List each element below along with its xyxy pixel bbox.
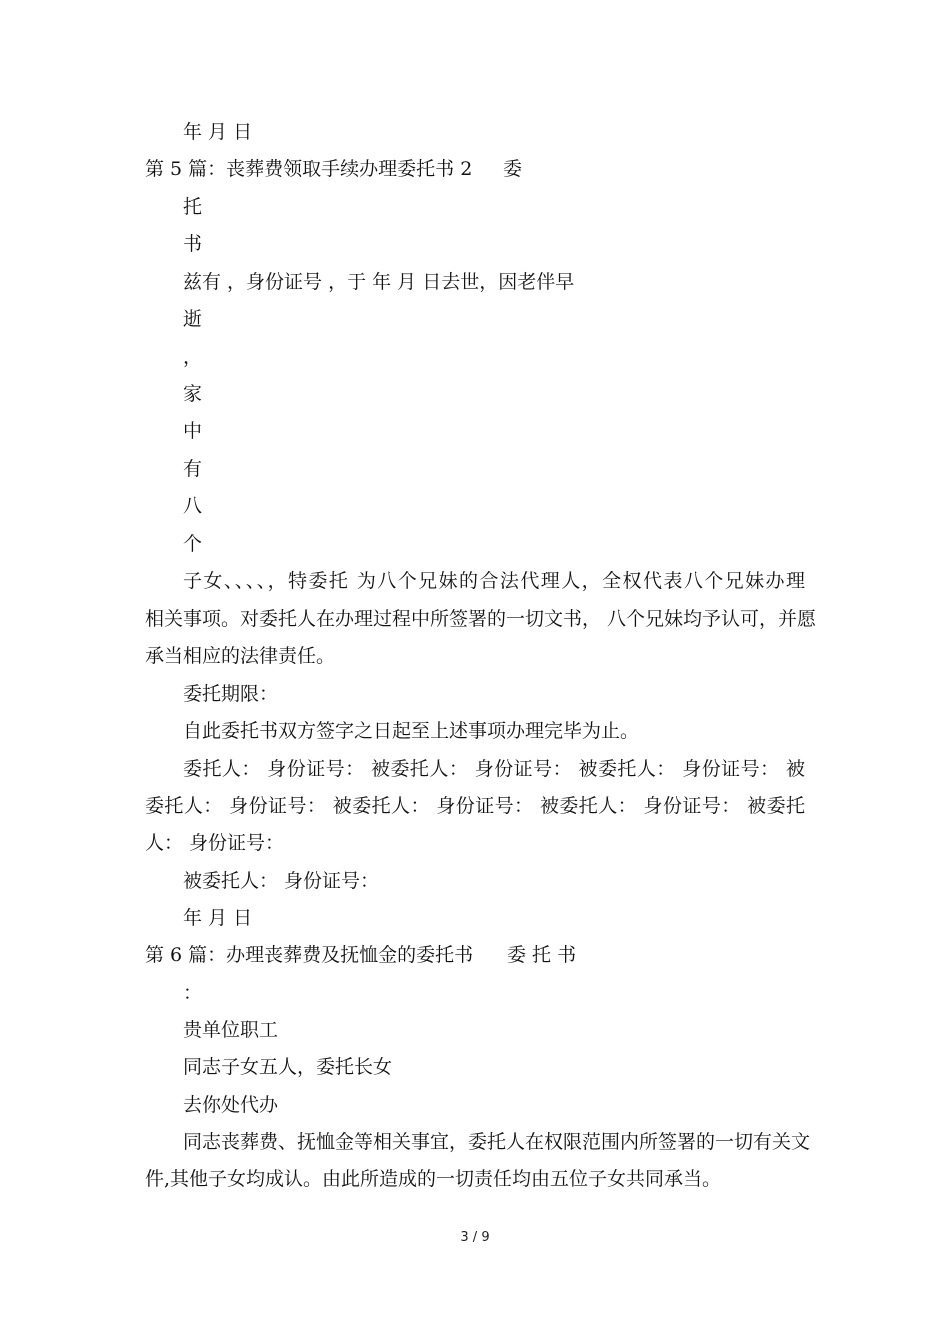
paragraph-line: 相关事项。对委托人在办理过程中所签署的一切文书， 八个兄妹均予认可，并愿 bbox=[145, 608, 817, 630]
date-line: 年 月 日 bbox=[183, 907, 253, 929]
page-number: 3 / 9 bbox=[460, 1230, 490, 1245]
paragraph-line: 委托期限： bbox=[183, 683, 279, 705]
section-heading-5: 第 5 篇：丧葬费领取手续办理委托书 2 bbox=[145, 158, 473, 180]
paragraph-line: 同志子女五人，委托长女 bbox=[183, 1056, 393, 1078]
paragraph-line: ， bbox=[183, 346, 203, 368]
title-char: 托 bbox=[183, 196, 203, 218]
signature-line: 人： 身份证号： bbox=[145, 832, 285, 854]
paragraph-line: 子女、、、、，特委托 为八个兄妹的合法代理人，全权代表八个兄妹办理 bbox=[183, 570, 805, 592]
paragraph-line: ： bbox=[183, 982, 203, 1004]
signature-line: 被委托人： 身份证号： bbox=[183, 870, 380, 892]
paragraph-line: 件,其他子女均成认。由此所造成的一切责任均由五位子女共同承当。 bbox=[145, 1168, 722, 1190]
paragraph-line: 八 bbox=[183, 495, 203, 517]
title-char: 委 bbox=[503, 158, 523, 180]
section-heading-6: 第 6 篇：办理丧葬费及抚恤金的委托书 bbox=[145, 944, 474, 966]
paragraph-line: 有 bbox=[183, 458, 203, 480]
paragraph-line: 贵单位职工 bbox=[183, 1019, 279, 1041]
paragraph-line: 家 bbox=[183, 383, 203, 405]
paragraph-line: 逝 bbox=[183, 308, 203, 330]
date-line: 年 月 日 bbox=[183, 121, 253, 143]
signature-line: 委托人： 身份证号： 被委托人： 身份证号： 被委托人： 身份证号： 被委托 bbox=[145, 795, 805, 817]
paragraph-line: 自此委托书双方签字之日起至上述事项办理完毕为止。 bbox=[183, 720, 640, 742]
paragraph-line: 个 bbox=[183, 533, 203, 555]
title-line: 委 托 书 bbox=[507, 944, 577, 966]
paragraph-line: 承当相应的法律责任。 bbox=[145, 645, 336, 667]
paragraph-line: 兹有 ，身份证号 ，于 年 月 日去世，因老伴早 bbox=[183, 271, 575, 293]
paragraph-line: 中 bbox=[183, 420, 203, 442]
paragraph-line: 去你处代办 bbox=[183, 1094, 279, 1116]
title-char: 书 bbox=[183, 233, 203, 255]
paragraph-line: 同志丧葬费、抚恤金等相关事宜，委托人在权限范围内所签署的一切有关文 bbox=[183, 1131, 811, 1153]
signature-line: 委托人： 身份证号： 被委托人： 身份证号： 被委托人： 身份证号： 被 bbox=[183, 758, 805, 780]
